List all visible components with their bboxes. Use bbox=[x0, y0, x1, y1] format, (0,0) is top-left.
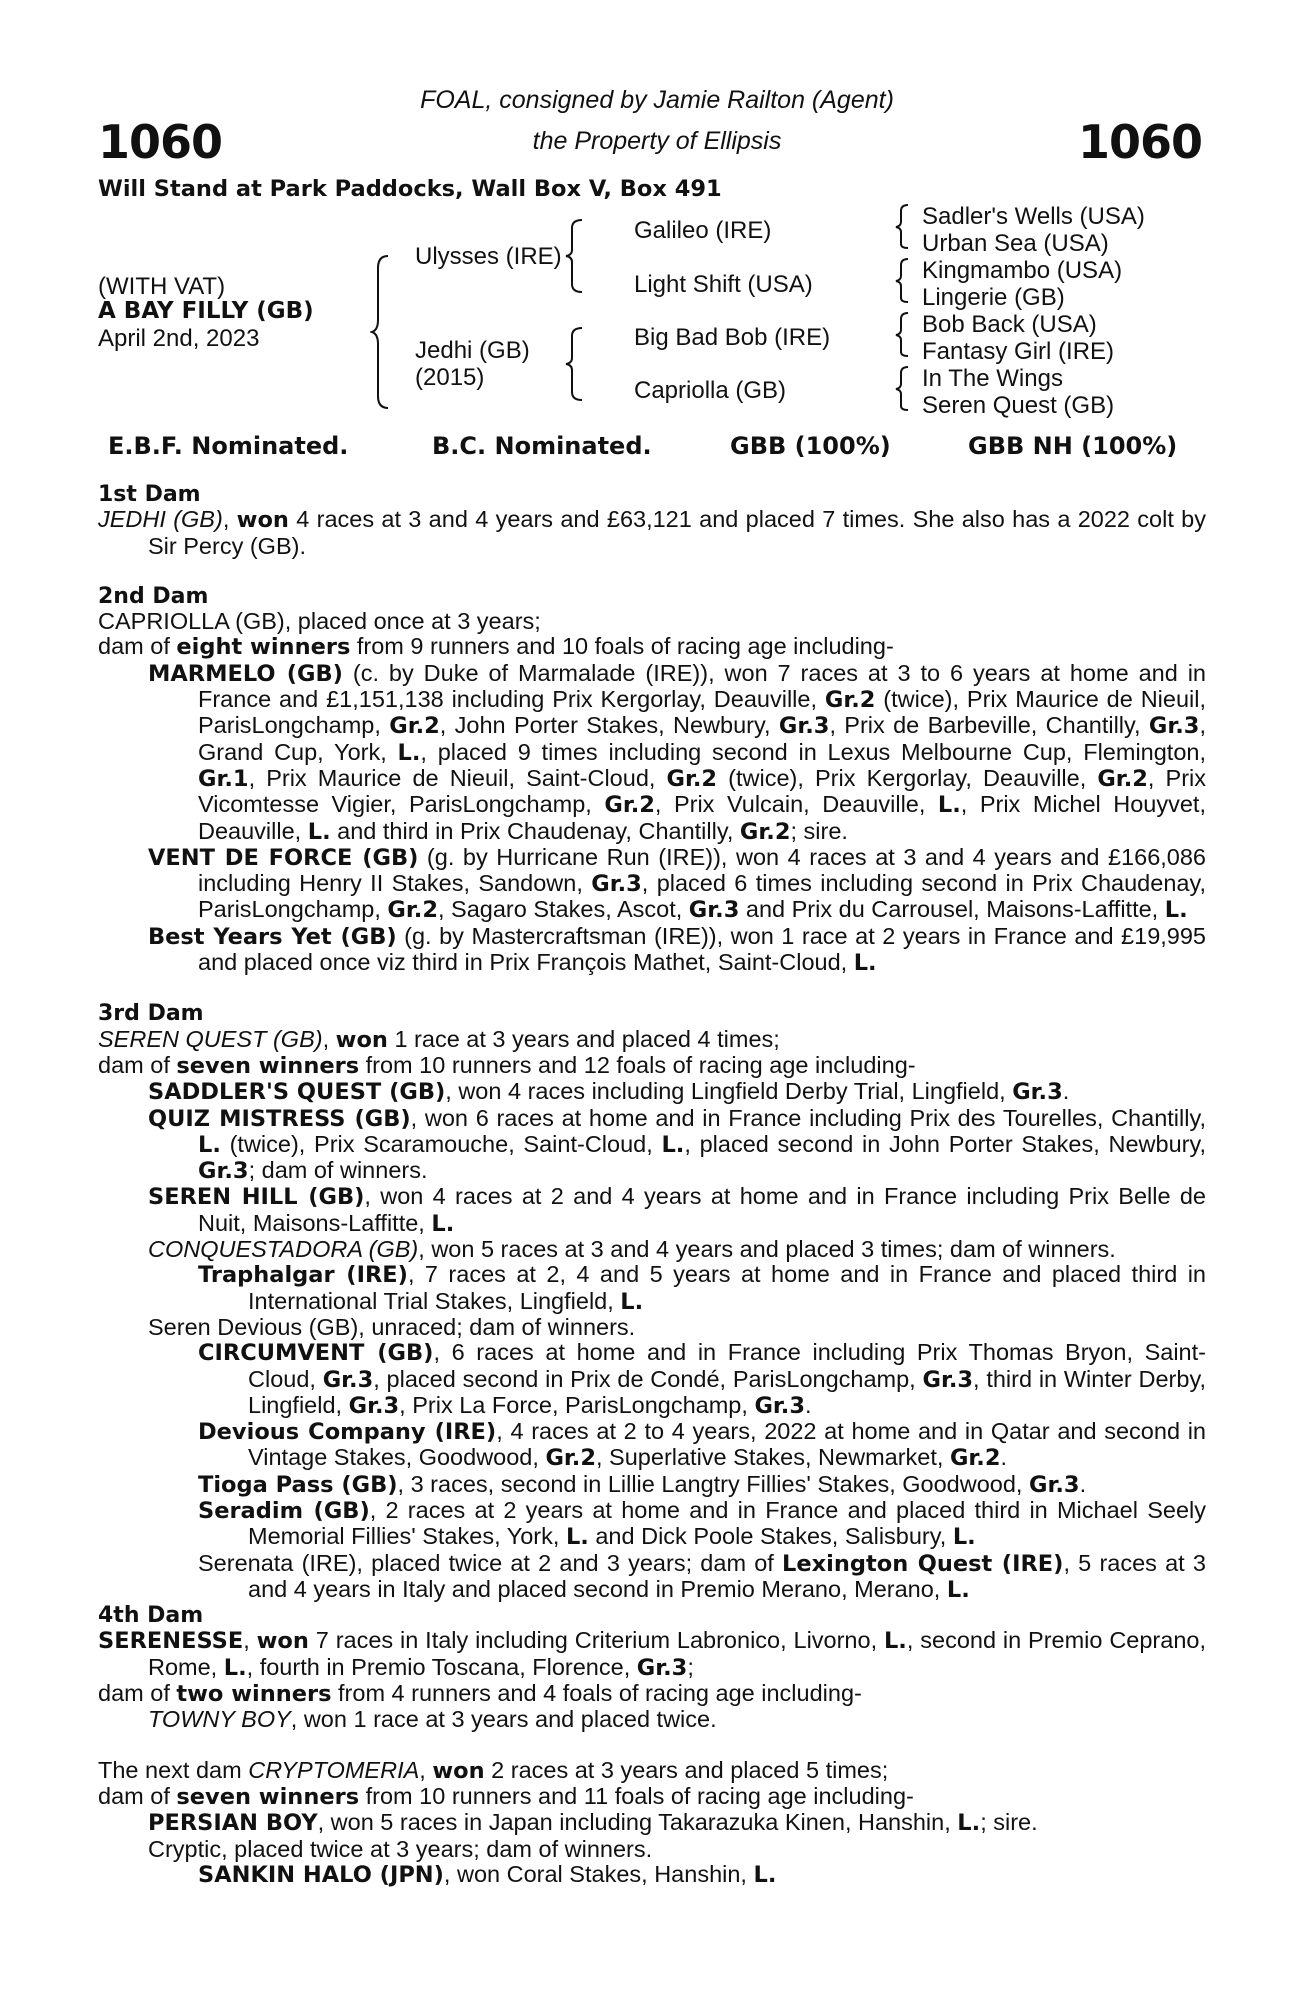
dam-summary-capriolla: dam of eight winners from 9 runners and 10 foals of racing age including- bbox=[98, 633, 894, 661]
dam-record-cryptomeria: The next dam CRYPTOMERIA, won 2 races at 3 years and placed 5 times; bbox=[98, 1756, 889, 1784]
pedigree-sire-dam: Light Shift (USA) bbox=[634, 271, 813, 298]
section-title-2nd-dam: 2nd Dam bbox=[98, 583, 209, 609]
pedigree-gen3-4: Lingerie (GB) bbox=[922, 284, 1065, 311]
pedigree-dam-sire: Big Bad Bob (IRE) bbox=[634, 324, 831, 351]
vat-label: (WITH VAT) bbox=[98, 273, 226, 300]
section-title-1st-dam: 1st Dam bbox=[98, 482, 201, 507]
dam-summary-seren-quest: dam of seven winners from 10 runners and 12 foals of racing age including- bbox=[98, 1051, 916, 1079]
dam-summary-cryptomeria: dam of seven winners from 10 runners and 11 foals of racing age including- bbox=[98, 1782, 914, 1810]
produce-conquestadora: CONQUESTADORA (GB), won 5 races at 3 and 4 years and placed 3 times; dam of winners. bbox=[148, 1236, 1116, 1263]
produce-record bbox=[98, 482, 1206, 1888]
dam-record-capriolla: CAPRIOLLA (GB), placed once at 3 years; bbox=[98, 608, 541, 635]
dam-summary-serenesse: dam of two winners from 4 runners and 4 foals of racing age including- bbox=[98, 1680, 862, 1708]
stand-line: Will Stand at Park Paddocks, Wall Box V, Box 491 bbox=[98, 176, 722, 202]
produce-towny-boy: TOWNY BOY, won 1 race at 3 years and placed twice. bbox=[148, 1706, 717, 1733]
lot-number-right: 1060 bbox=[1077, 115, 1202, 169]
pedigree-brace-gen1 bbox=[370, 254, 390, 410]
produce-cryptic: Cryptic, placed twice at 3 years; dam of winners. bbox=[148, 1835, 653, 1862]
pedigree-dam-dam: Capriolla (GB) bbox=[634, 377, 787, 404]
produce-persian-boy: PERSIAN BOY, won 5 races in Japan including Takarazuka Kinen, Hanshin, L.; sire. bbox=[148, 1809, 1038, 1837]
nomination-gbb-nh: GBB NH (100%) bbox=[968, 432, 1178, 460]
produce-serenata: Serenata (IRE), placed twice at 2 and 3 years; dam of Lexington Quest (IRE), 5 races at 3 and 4 years in Italy and placed second in Premio Merano, Merano, L. bbox=[198, 1549, 1206, 1603]
section-title-4th-dam: 4th Dam bbox=[98, 1603, 204, 1629]
pedigree-sire-sire: Galileo (IRE) bbox=[634, 217, 772, 244]
pedigree-dam: Jedhi (GB) bbox=[415, 337, 530, 364]
pedigree-gen3-7: In The Wings bbox=[922, 365, 1063, 392]
produce-traphalgar: Traphalgar (IRE), 7 races at 2, 4 and 5 years at home and in France and placed third in International Trial Stakes, Lingfield, L. bbox=[198, 1261, 1207, 1315]
dam-record-serenesse: SERENESSE, won 7 races in Italy including Criterium Labronico, Livorno, L., second in Premio Ceprano, Rome, L., fourth in Premio Toscana, Florence, Gr.3; bbox=[98, 1627, 1206, 1681]
produce-seradim: Seradim (GB), 2 races at 2 years at home and in France and placed third in Michael Seely Memorial Fillies' Stakes, York, L. and Dick Poole Stakes, Salisbury, L. bbox=[198, 1496, 1206, 1551]
property-line: the Property of Ellipsis bbox=[532, 127, 782, 155]
produce-tioga-pass: Tioga Pass (GB), 3 races, second in Lillie Langtry Fillies' Stakes, Goodwood, Gr.3. bbox=[198, 1470, 1087, 1498]
produce-seren-devious: Seren Devious (GB), unraced; dam of winners. bbox=[148, 1313, 636, 1340]
produce-devious-company: Devious Company (IRE), 4 races at 2 to 4 years, 2022 at home and in Qatar and second in Vintage Stakes, Goodwood, Gr.2, Superlative Stakes, Newmarket, Gr.2. bbox=[198, 1418, 1206, 1472]
pedigree-gen3-3: Kingmambo (USA) bbox=[922, 257, 1123, 284]
horse-dob: April 2nd, 2023 bbox=[98, 325, 260, 352]
lot-number-left: 1060 bbox=[98, 115, 223, 169]
pedigree-dam-year: (2015) bbox=[415, 364, 485, 391]
section-title-3rd-dam: 3rd Dam bbox=[98, 1001, 204, 1027]
pedigree-brace-dam bbox=[564, 326, 584, 402]
pedigree-brace-gen3 bbox=[894, 202, 910, 418]
pedigree-gen3-1: Sadler's Wells (USA) bbox=[922, 203, 1145, 230]
produce-vent-de-force: VENT DE FORCE (GB) (g. by Hurricane Run (IRE)), won 4 races at 3 and 4 years and £166,086 including Henry II Stakes, Sandown, Gr.3, placed 6 times including second in Prix Chaudenay, ParisLongchamp, Gr.2, Sagaro Stakes, Ascot, Gr.3 and Prix du Carrousel, Maisons-Laffitte, L. bbox=[148, 843, 1207, 924]
produce-marmelo: MARMELO (GB) (c. by Duke of Marmalade (IRE)), won 7 races at 3 to 6 years at home and in France and £1,151,138 including Prix Kergorlay, Deauville, Gr.2 (twice), Prix Maurice de Nieuil, ParisLongchamp, Gr.2, John Porter Stakes, Newbury, Gr.3, Prix de Barbeville, Chantilly, Gr.3, Grand Cup, York, L., placed 9 times including second in Lexus Melbourne Cup, Flemington, Gr.1, Prix Maurice de Nieuil, Saint-Cloud, Gr.2 (twice), Prix Kergorlay, Deauville, Gr.2, Prix Vicomtesse Vigier, ParisLongchamp, Gr.2, Prix Vulcain, Deauville, L., Prix Michel Houyvet, Deauville, L. and third in Prix Chaudenay, Chantilly, Gr.2; sire. bbox=[148, 659, 1207, 845]
pedigree-gen3-5: Bob Back (USA) bbox=[922, 311, 1097, 338]
consignor-line: FOAL, consigned by Jamie Railton (Agent) bbox=[420, 86, 894, 114]
pedigree-brace-sire bbox=[564, 218, 584, 294]
horse-name: A BAY FILLY (GB) bbox=[98, 298, 314, 324]
pedigree-gen3-8: Seren Quest (GB) bbox=[922, 392, 1115, 419]
dam-record-jedhi: JEDHI (GB), won 4 races at 3 and 4 years and £63,121 and placed 7 times. She also has a 2022 colt by Sir Percy (GB). bbox=[98, 506, 1206, 559]
produce-sankin-halo: SANKIN HALO (JPN), won Coral Stakes, Hanshin, L. bbox=[198, 1860, 777, 1888]
nomination-gbb: GBB (100%) bbox=[730, 432, 891, 460]
produce-circumvent: CIRCUMVENT (GB), 6 races at home and in France including Prix Thomas Bryon, Saint-Cloud, Gr.3, placed second in Prix de Condé, ParisLongchamp, Gr.3, third in Winter Derby, Lingfield, Gr.3, Prix La Force, ParisLongchamp, Gr.3. bbox=[198, 1339, 1206, 1419]
produce-best-years-yet: Best Years Yet (GB) (g. by Mastercraftsman (IRE)), won 1 race at 2 years in France and £19,995 and placed once viz third in Prix François Mathet, Saint-Cloud, L. bbox=[148, 922, 1206, 977]
pedigree-gen3-6: Fantasy Girl (IRE) bbox=[922, 338, 1115, 365]
pedigree-sire: Ulysses (IRE) bbox=[415, 243, 562, 270]
nomination-bc: B.C. Nominated. bbox=[432, 432, 652, 460]
pedigree-gen3-2: Urban Sea (USA) bbox=[922, 230, 1109, 257]
produce-quiz-mistress: QUIZ MISTRESS (GB), won 6 races at home and in France including Prix des Tourelles, Chantilly, L. (twice), Prix Scaramouche, Saint-Cloud, L., placed second in John Porter Stakes, Newbury, Gr.3; dam of winners. bbox=[148, 1104, 1206, 1185]
dam-record-seren-quest: SEREN QUEST (GB), won 1 race at 3 years and placed 4 times; bbox=[98, 1025, 780, 1053]
produce-saddlers-quest: SADDLER'S QUEST (GB), won 4 races including Lingfield Derby Trial, Lingfield, Gr.3. bbox=[148, 1078, 1070, 1106]
produce-seren-hill: SEREN HILL (GB), won 4 races at 2 and 4 years at home and in France including Prix Belle de Nuit, Maisons-Laffitte, L. bbox=[148, 1183, 1206, 1237]
nomination-ebf: E.B.F. Nominated. bbox=[108, 432, 349, 460]
